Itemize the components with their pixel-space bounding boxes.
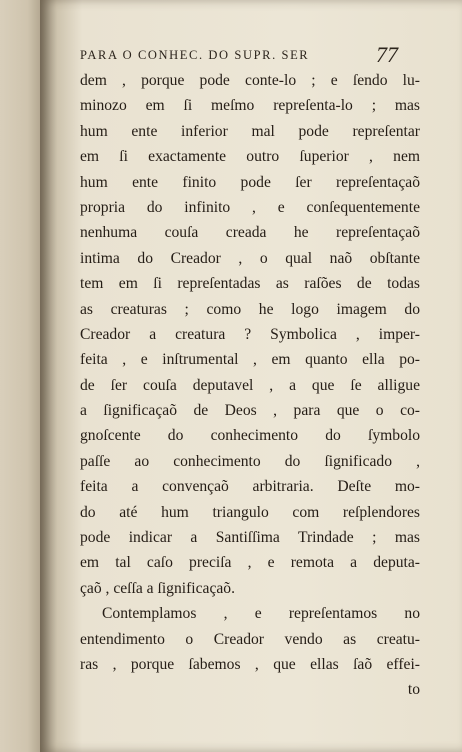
text-line: ras , porque ſabemos , que ellas ſaõ effei-	[80, 655, 420, 673]
text-line: em tal caſo preciſa , e remota a deputa-	[80, 554, 420, 572]
running-head-title: PARA O CONHEC. DO SUPR. SER	[80, 48, 310, 62]
paragraph-first-line: Contemplamos , e repreſentamos no	[102, 605, 420, 623]
text-line: de ſer couſa deputavel , a que ſe alligue	[80, 376, 420, 394]
text-line: hum ente inferior mal pode repreſentar	[80, 122, 420, 140]
text-line: feita a convençaõ arbitraria. Deſte mo-	[80, 478, 420, 496]
text-line: nenhuma couſa creada he repreſentaçaõ	[80, 224, 420, 242]
text-line: em ſi exactamente outro ſuperior , nem	[80, 148, 420, 166]
text-line: entendimento o Creador vendo as creatu-	[80, 630, 420, 648]
text-line: hum ente finito pode ſer repreſentaçaõ	[80, 173, 420, 191]
running-head	[80, 44, 420, 68]
text-line: do até hum triangulo com reſplendores	[80, 503, 420, 521]
book-page	[40, 0, 462, 752]
text-line: propria do infinito , e conſequentemente	[80, 198, 420, 216]
text-line: çaõ , ceſſa a ſignificaçaõ.	[80, 579, 235, 597]
text-line: minozo em ſi meſmo repreſenta-lo ; mas	[80, 97, 420, 115]
text-line: a ſignificaçaõ de Deos , para que o co-	[80, 402, 420, 420]
page-number: 77	[376, 42, 398, 67]
text-line: dem , porque pode conte-lo ; e ſendo lu-	[80, 72, 420, 89]
body-text	[80, 68, 420, 703]
text-line: intima do Creador , o qual naõ obſtante	[80, 249, 420, 267]
text-line: paſſe ao conhecimento do ſignificado ,	[80, 452, 420, 470]
text-line: pode indicar a Santiſſima Trindade ; mas	[80, 529, 420, 547]
text-line: feita , e inſtrumental , em quanto ella po-	[80, 351, 420, 369]
text-line: tem em ſi repreſentadas as raſões de todas	[80, 275, 420, 293]
text-line: Creador a creatura ? Symbolica , imper-	[80, 325, 420, 343]
text-line: gnoſcente do conhecimento do ſymbolo	[80, 427, 420, 445]
catchword: to	[407, 681, 420, 699]
text-line: as creaturas ; como he logo imagem do	[80, 300, 420, 318]
